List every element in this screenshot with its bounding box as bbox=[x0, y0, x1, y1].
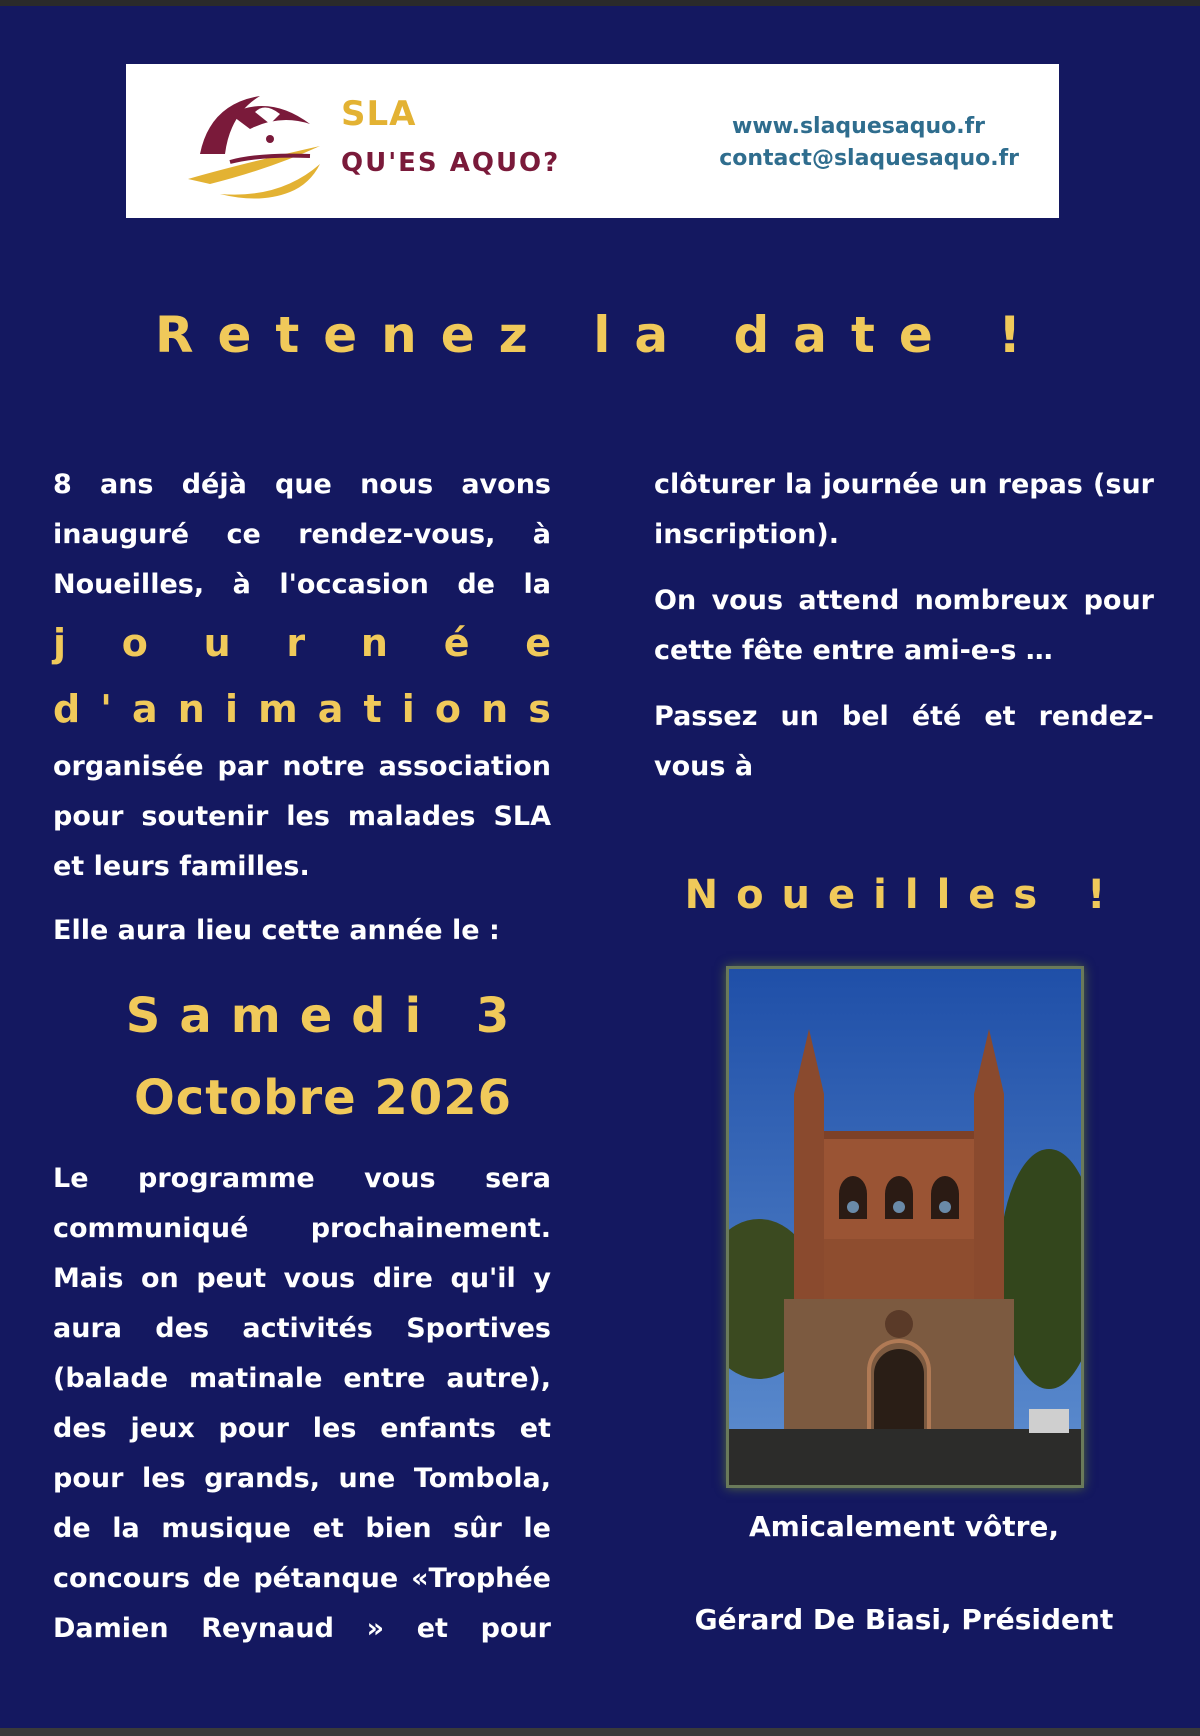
highlight-letter: i bbox=[224, 687, 238, 731]
left-column bbox=[53, 460, 551, 956]
church-photo bbox=[726, 966, 1084, 1488]
highlight-letter: a bbox=[132, 687, 158, 731]
highlight-letter: o bbox=[121, 621, 148, 665]
highlight-letter: t bbox=[363, 687, 382, 731]
event-month-year: Octobre 2026 bbox=[133, 1070, 513, 1126]
logo-subtitle: QU'ES AQUO? bbox=[341, 148, 561, 178]
association-logo-icon bbox=[170, 84, 340, 204]
invitation-paragraph: On vous attend nombreux pour cette fête entre ami-e-s … bbox=[654, 585, 1154, 666]
association-paragraph: organisée par notre association pour soutenir les malades SLA et leurs familles. bbox=[53, 751, 551, 882]
date-intro: Elle aura lieu cette année le : bbox=[53, 915, 500, 946]
logo-title: SLA bbox=[341, 94, 417, 134]
highlight-journee bbox=[53, 610, 551, 676]
top-border bbox=[0, 0, 1200, 6]
header-banner bbox=[126, 64, 1059, 218]
highlight-letter: m bbox=[258, 687, 298, 731]
highlight-letter: n bbox=[177, 687, 205, 731]
email-link[interactable]: contact@slaquesaquo.fr bbox=[719, 146, 1019, 171]
highlight-letter: a bbox=[317, 687, 344, 731]
programme-paragraph: Le programme vous sera communiqué prochainement. Mais on peut vous dire qu'il y aura des activités Sportives (balade matinale entre autre), des jeux pour les enfants et pour les grands, une Tombola, de la musique et bien sûr le concours de pétanque «Trophée Damien Reynaud » et pour bbox=[53, 1163, 551, 1644]
highlight-letter: j bbox=[53, 621, 67, 665]
highlight-letter: u bbox=[203, 621, 231, 665]
website-link[interactable]: www.slaquesaquo.fr bbox=[732, 114, 985, 139]
page-heading: Retenez la date ! bbox=[154, 306, 1046, 364]
repas-paragraph: clôturer la journée un repas (sur inscription). bbox=[654, 469, 1154, 550]
highlight-letter: s bbox=[528, 687, 551, 731]
highlight-letter: e bbox=[525, 621, 551, 665]
right-column bbox=[654, 460, 1154, 792]
place-name: Noueilles ! bbox=[684, 872, 1124, 918]
signature-text: Gérard De Biasi, Président bbox=[694, 1603, 1114, 1636]
highlight-letter: r bbox=[286, 621, 306, 665]
bottom-border bbox=[0, 1728, 1200, 1736]
highlight-letter: ' bbox=[100, 687, 112, 731]
highlight-letter: i bbox=[401, 687, 415, 731]
intro-paragraph: 8 ans déjà que nous avons inauguré ce rendez-vous, à Noueilles, à l'occasion de la bbox=[53, 469, 551, 600]
programme-column bbox=[53, 1154, 551, 1654]
highlight-letter: n bbox=[360, 621, 388, 665]
highlight-animations bbox=[53, 676, 551, 742]
highlight-letter: n bbox=[481, 687, 509, 731]
closing-text: Amicalement vôtre, bbox=[748, 1510, 1060, 1543]
highlight-letter: é bbox=[443, 621, 470, 665]
highlight-letter: d bbox=[53, 687, 81, 731]
highlight-letter: o bbox=[434, 687, 462, 731]
event-day: Samedi 3 bbox=[125, 988, 529, 1044]
summer-paragraph: Passez un bel été et rendez-vous à bbox=[654, 701, 1154, 782]
